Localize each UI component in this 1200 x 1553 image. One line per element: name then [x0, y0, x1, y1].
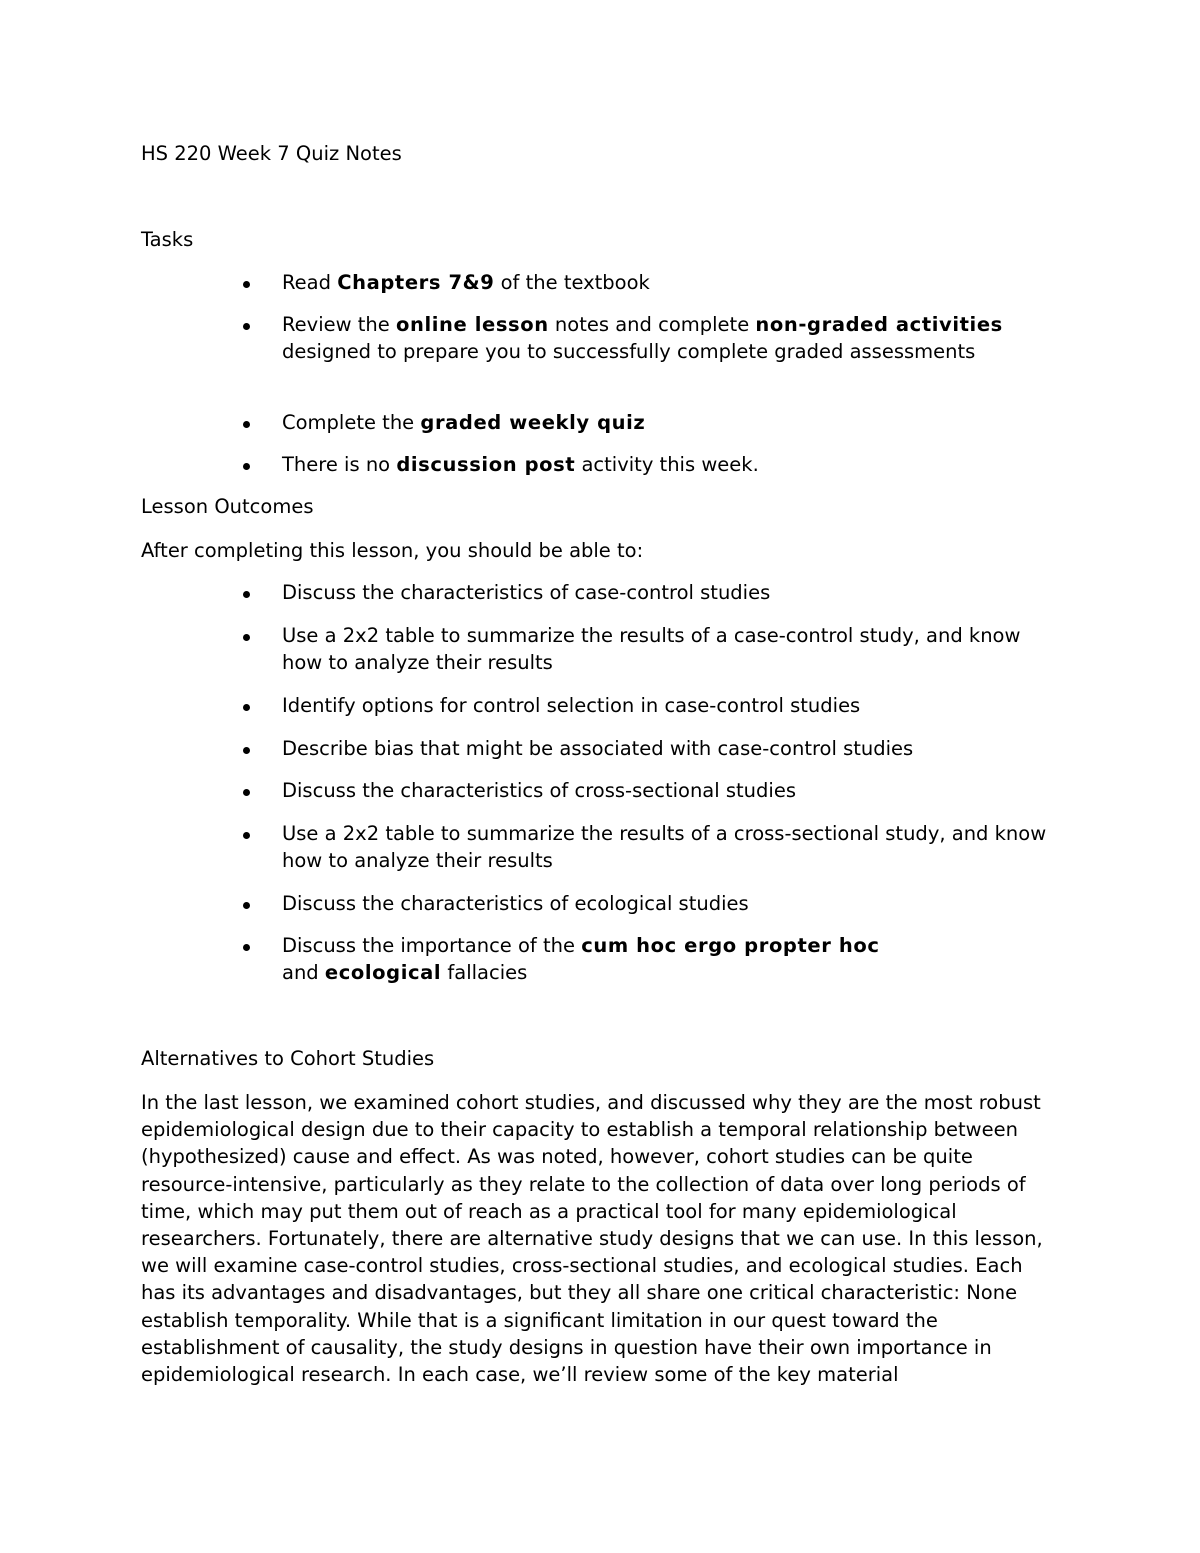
bullet-icon [243, 421, 250, 428]
bullet-icon [243, 591, 250, 598]
bullet-icon [243, 463, 250, 470]
bold-term: online lesson [395, 313, 549, 336]
outcomes-intro: After completing this lesson, you should be able to: [141, 539, 644, 562]
alternatives-heading: Alternatives to Cohort Studies [141, 1047, 435, 1070]
document-page: HS 220 Week 7 Quiz Notes Tasks Read Chapters 7&9 of the textbook Review the online lesson notes and complete non-graded activities designed to prepare you to successfully complete graded assessments Complete the graded weekly quiz There is no discussion post activity this week. Lesson Outcomes After completing this lesson, you should be able to: Discuss the characteristics of case-control studies Use a 2x2 table to summarize the results of a case-control study, and know how to analyze their results Identify options for control selection in case-control studies Describe bias that might be associated with case-control studies Discuss the characteristics of cross-sectional studies Use a 2x2 table to summarize the results of a cross-sectional study, and know how to analyze their results Discuss the characteristics of ecological studies Discuss the importance of the cum hoc ergo propter hoc and ecological fallacies Alternatives to Cohort Studies In the last lesson, we examined cohort studies, and discussed why they are the most robust epidemiological design due to their capacity to establish a temporal relationship between (hypothesized) cause and effect. As was noted, however, cohort studies can be quite resource-intensive, particularly as they relate to the collection of data over long periods of time, which may put them out of reach as a practical tool for many epidemiological researchers. Fortunately, there are alternative study designs that we can use. In this lesson, we will examine case-control studies, cross-sectional studies, and ecological studies. Each has its advantages and disadvantages, but they all share one critical characteristic: None establish temporality. While that is a significant limitation in our quest toward the establishment of causality, the study designs in question have their own importance in epidemiological research. In each case, we’ll review some of the key material [0, 0, 1200, 1553]
bold-term: cum hoc ergo propter hoc [581, 934, 880, 957]
bullet-icon [243, 902, 250, 909]
bullet-icon [243, 832, 250, 839]
bullet-icon [243, 789, 250, 796]
bullet-icon [243, 704, 250, 711]
document-title: HS 220 Week 7 Quiz Notes [141, 142, 402, 165]
bold-term: non-graded activities [755, 313, 1003, 336]
bullet-icon [243, 747, 250, 754]
bullet-icon [243, 281, 250, 288]
outcomes-heading: Lesson Outcomes [141, 495, 314, 518]
bullet-icon [243, 944, 250, 951]
alternatives-paragraph: In the last lesson, we examined cohort studies, and discussed why they are the most robust epidemiological design due to their capacity to establish a temporal relationship between (hypothesized) cause and effect. As was noted, however, cohort studies can be quite resource-intensive, particularly as they relate to the collection of data over long periods of time, which may put them out of reach as a practical tool for many epidemiological researchers. Fortunately, there are alternative study designs that we can use. In this lesson, we will examine case-control studies, cross-sectional studies, and ecological studies. Each has its advantages and disadvantages, but they all share one critical characteristic: None establish temporality. While that is a significant limitation in our quest toward the establishment of causality, the study designs in question have their own importance in epidemiological research. In each case, we’ll review some of the key material [141, 1091, 1043, 1387]
bold-term: ecological [324, 961, 442, 984]
bold-term: discussion post [396, 453, 576, 476]
bullet-icon [243, 323, 250, 330]
tasks-heading: Tasks [141, 228, 194, 251]
bullet-icon [243, 634, 250, 641]
bold-term: Chapters 7&9 [337, 271, 495, 294]
bold-term: graded weekly quiz [420, 411, 646, 434]
